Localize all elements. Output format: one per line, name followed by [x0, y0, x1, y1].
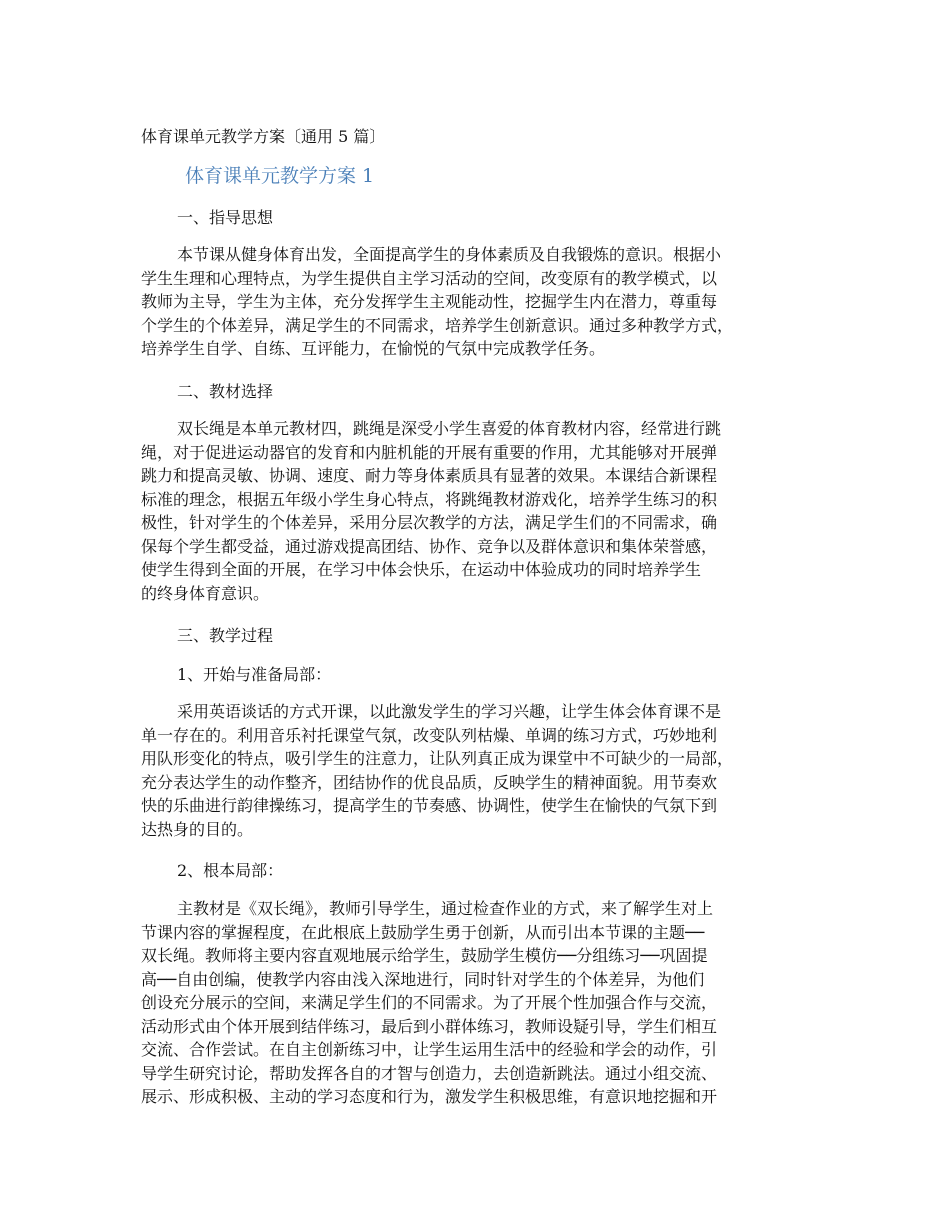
- paragraph-material-selection: [141, 417, 821, 605]
- paragraph-guiding-ideology: [141, 243, 821, 361]
- paragraph-line: 单一存在的。利用音乐衬托课堂气氛，改变队列枯燥、单调的练习方式，巧妙地利: [141, 725, 718, 745]
- paragraph-line: 标准的理念，根据五年级小学生身心特点，将跳绳教材游戏化，培养学生练习的积: [141, 489, 718, 509]
- paragraph-line: 极性，针对学生的个体差异，采用分层次教学的方法，满足学生们的不同需求，确: [141, 513, 718, 532]
- paragraph-line: 保每个学生都受益，通过游戏提高团结、协作、竞争以及群体意识和集体荣誉感，: [141, 536, 718, 556]
- heading-teaching-process: 三、教学过程: [177, 626, 274, 645]
- paragraph-line: 主教材是《双长绳》，教师引导学生，通过检查作业的方式，来了解学生对上: [177, 899, 714, 918]
- paragraph-line: 节课内容的掌握程度，在此根底上鼓励学生勇于创新，从而引出本节课的主题──: [141, 922, 705, 942]
- paragraph-line: 展示、形成积极、主动的学习态度和行为，激发学生积极思维，有意识地挖掘和开: [141, 1087, 718, 1106]
- paragraph-line: 交流、合作尝试。在自主创新练习中，让学生运用生活中的经验和学会的动作，引: [141, 1040, 718, 1059]
- paragraph-line: 的终身体育意识。: [141, 583, 270, 603]
- paragraph-line: 导学生研究讨论，帮助发挥各自的才智与创造力，去创造新跳法。通过小组交流、: [141, 1063, 718, 1083]
- paragraph-line: 充分表达学生的动作整齐，团结协作的优良品质，反映学生的精神面貌。用节奏欢: [141, 772, 718, 792]
- paragraph-line: 用队形变化的特点，吸引学生的注意力，让队列真正成为课堂中不可缺少的一局部，: [141, 749, 734, 768]
- paragraph-line: 本节课从健身体育出发，全面提高学生的身体素质及自我锻炼的意识。根据小: [177, 245, 722, 264]
- heading-material-selection: 二、教材选择: [177, 382, 274, 401]
- paragraph-start-and-prep: [141, 700, 821, 841]
- heading-main-part: 2、根本局部：: [177, 861, 284, 880]
- paragraph-line: 培养学生自学、自练、互评能力，在愉悦的气氛中完成教学任务。: [141, 339, 606, 358]
- heading-guiding-ideology: 一、指导思想: [177, 208, 274, 227]
- paragraph-line: 使学生得到全面的开展，在学习中体会快乐，在运动中体验成功的同时培养学生: [141, 560, 702, 579]
- paragraph-line: 快的乐曲进行韵律操练习，提高学生的节奏感、协调性，使学生在愉快的气氛下到: [141, 796, 718, 815]
- paragraph-line: 个学生的个体差异，满足学生的不同需求，培养学生创新意识。通过多种教学方式，: [141, 315, 734, 335]
- paragraph-line: 双长绳是本单元教材四，跳绳是深受小学生喜爱的体育教材内容，经常进行跳: [177, 419, 722, 438]
- paragraph-line: 双长绳。教师将主要内容直观地展示给学生，鼓励学生模仿──分组练习──巩固提: [141, 946, 708, 965]
- paragraph-line: 活动形式由个体开展到结伴练习，最后到小群体练习，教师设疑引导，学生们相互: [141, 1016, 718, 1036]
- document-title: 体育课单元教学方案〔通用 5 篇〕: [141, 127, 386, 146]
- paragraph-line: 高──自由创编，使教学内容由浅入深地进行，同时针对学生的个体差异，为他们: [141, 969, 705, 989]
- paragraph-line: 跳力和提高灵敏、协调、速度、耐力等身体素质具有显著的效果。本课结合新课程: [141, 466, 718, 485]
- paragraph-line: 绳，对于促进运动器官的发育和内脏机能的开展有重要的作用，尤其能够对开展弹: [141, 442, 718, 462]
- section-title: 体育课单元教学方案 1: [185, 165, 375, 187]
- paragraph-line: 教师为主导，学生为主体，充分发挥学生主观能动性，挖掘学生内在潜力，尊重每: [141, 292, 718, 311]
- paragraph-line: 达热身的目的。: [141, 819, 254, 839]
- paragraph-line: 创设充分展示的空间，来满足学生们的不同需求。为了开展个性加强合作与交流，: [141, 993, 718, 1012]
- paragraph-line: 采用英语谈话的方式开课，以此激发学生的学习兴趣，让学生体会体育课不是: [177, 702, 722, 721]
- paragraph-main-part: [141, 897, 821, 1109]
- heading-start-and-prep: 1、开始与准备局部：: [177, 665, 332, 684]
- paragraph-line: 学生生理和心理特点，为学生提供自主学习活动的空间，改变原有的教学模式，以: [141, 268, 718, 288]
